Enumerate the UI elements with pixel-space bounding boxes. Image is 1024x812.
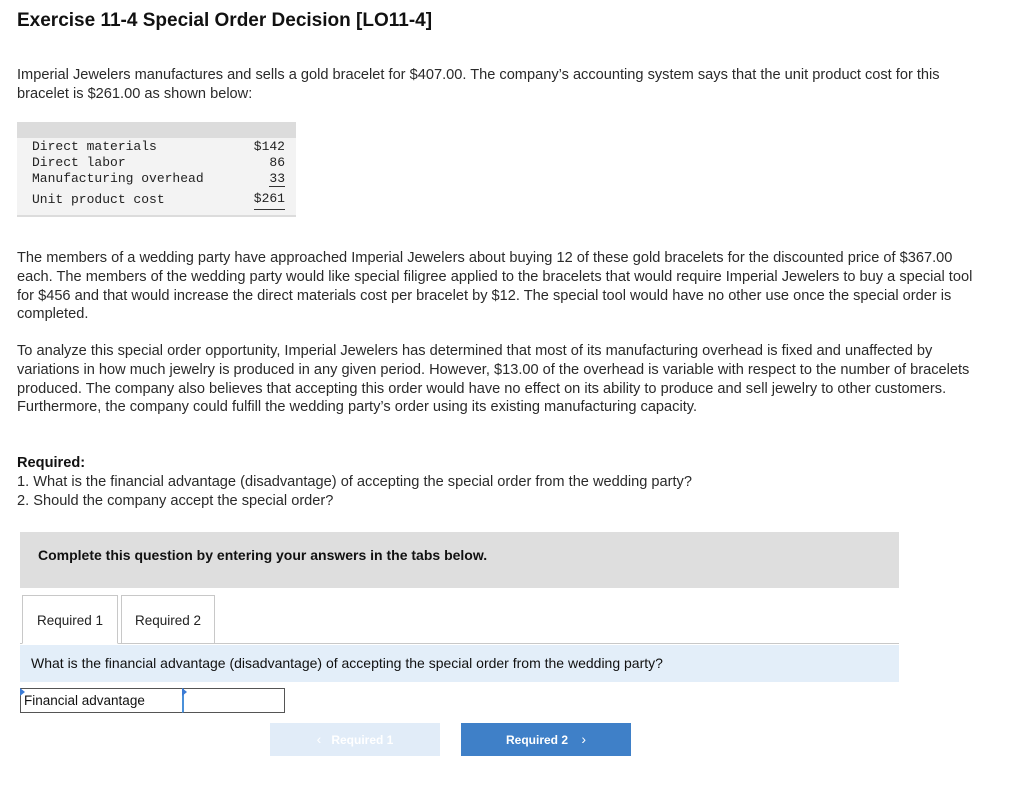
prev-button[interactable] (270, 723, 440, 756)
financial-advantage-input[interactable] (182, 688, 285, 713)
next-button[interactable] (461, 723, 631, 756)
banner-text: Complete this question by entering your answers in the tabs below. (38, 547, 488, 563)
cost-table-body (17, 138, 296, 215)
flag-icon (20, 688, 25, 696)
required-question-2: 2. Should the company accept the special order? (17, 492, 334, 509)
table-row (17, 155, 296, 171)
total-label: Unit product cost (32, 192, 165, 207)
next-button-label: Required 2 (505, 733, 568, 747)
total-value: $261 (254, 189, 285, 210)
chevron-right-icon: › (581, 731, 587, 747)
cost-table (17, 122, 296, 217)
chevron-left-icon: ‹ (316, 731, 322, 747)
total-row (17, 189, 296, 211)
row-value: 86 (269, 155, 285, 170)
required-section (17, 454, 992, 510)
row-value: 33 (269, 171, 285, 186)
row-value: $142 (253, 139, 285, 154)
instruction-banner (20, 532, 899, 588)
table-row (17, 171, 296, 187)
page-title: Exercise 11-4 Special Order Decision [LO11-4] (17, 10, 433, 31)
question-text: What is the financial advantage (disadvantage) of accepting the special order from the wedding party? (31, 655, 663, 671)
row-label: Direct labor (32, 155, 126, 170)
tab-required-1[interactable]: Required 1 (22, 595, 118, 644)
scenario-text: The members of a wedding party have approached Imperial Jewelers about buying 12 of these gold bracelets for the discounted price of $367.00 each. The members of the wedding party would like special filigree applied to the bracelets that would require Imperial Jewelers to buy a special tool for $456 and that would increase the direct materials cost per bracelet by $12. The special tool would have no other use once the special order is completed. (17, 250, 973, 323)
tab-required-2[interactable]: Required 2 (121, 595, 215, 644)
flag-icon (182, 688, 187, 696)
required-heading: Required: (17, 455, 86, 471)
question-box (20, 645, 899, 682)
required-question-1: 1. What is the financial advantage (disadvantage) of accepting the special order from the wedding party? (17, 473, 692, 490)
cost-table-footer (17, 215, 296, 217)
intro-text: Imperial Jewelers manufactures and sells a gold bracelet for $407.00. The company’s accounting system says that the unit product cost for this bracelet is $261.00 as shown below: (17, 67, 940, 102)
row-label: Manufacturing overhead (32, 171, 204, 186)
cost-table-header (17, 122, 296, 138)
prev-button-label: Required 1 (331, 733, 394, 747)
analysis-text: To analyze this special order opportunity, Imperial Jewelers has determined that most of its manufacturing overhead is fixed and unaffected by variations in how much jewelry is produced in any given period. However, $13.00 of the overhead is variable with respect to the number of bracelets produced. The company also believes that accepting this order would have no effect on its ability to produce and sell jewelry to other customers. Furthermore, the company could fulfill the wedding party’s order using its existing manufacturing capacity. (17, 343, 970, 416)
table-row (17, 139, 296, 155)
answer-label: Financial advantage (20, 688, 184, 713)
tab-divider (20, 643, 899, 644)
row-label: Direct materials (32, 139, 157, 154)
